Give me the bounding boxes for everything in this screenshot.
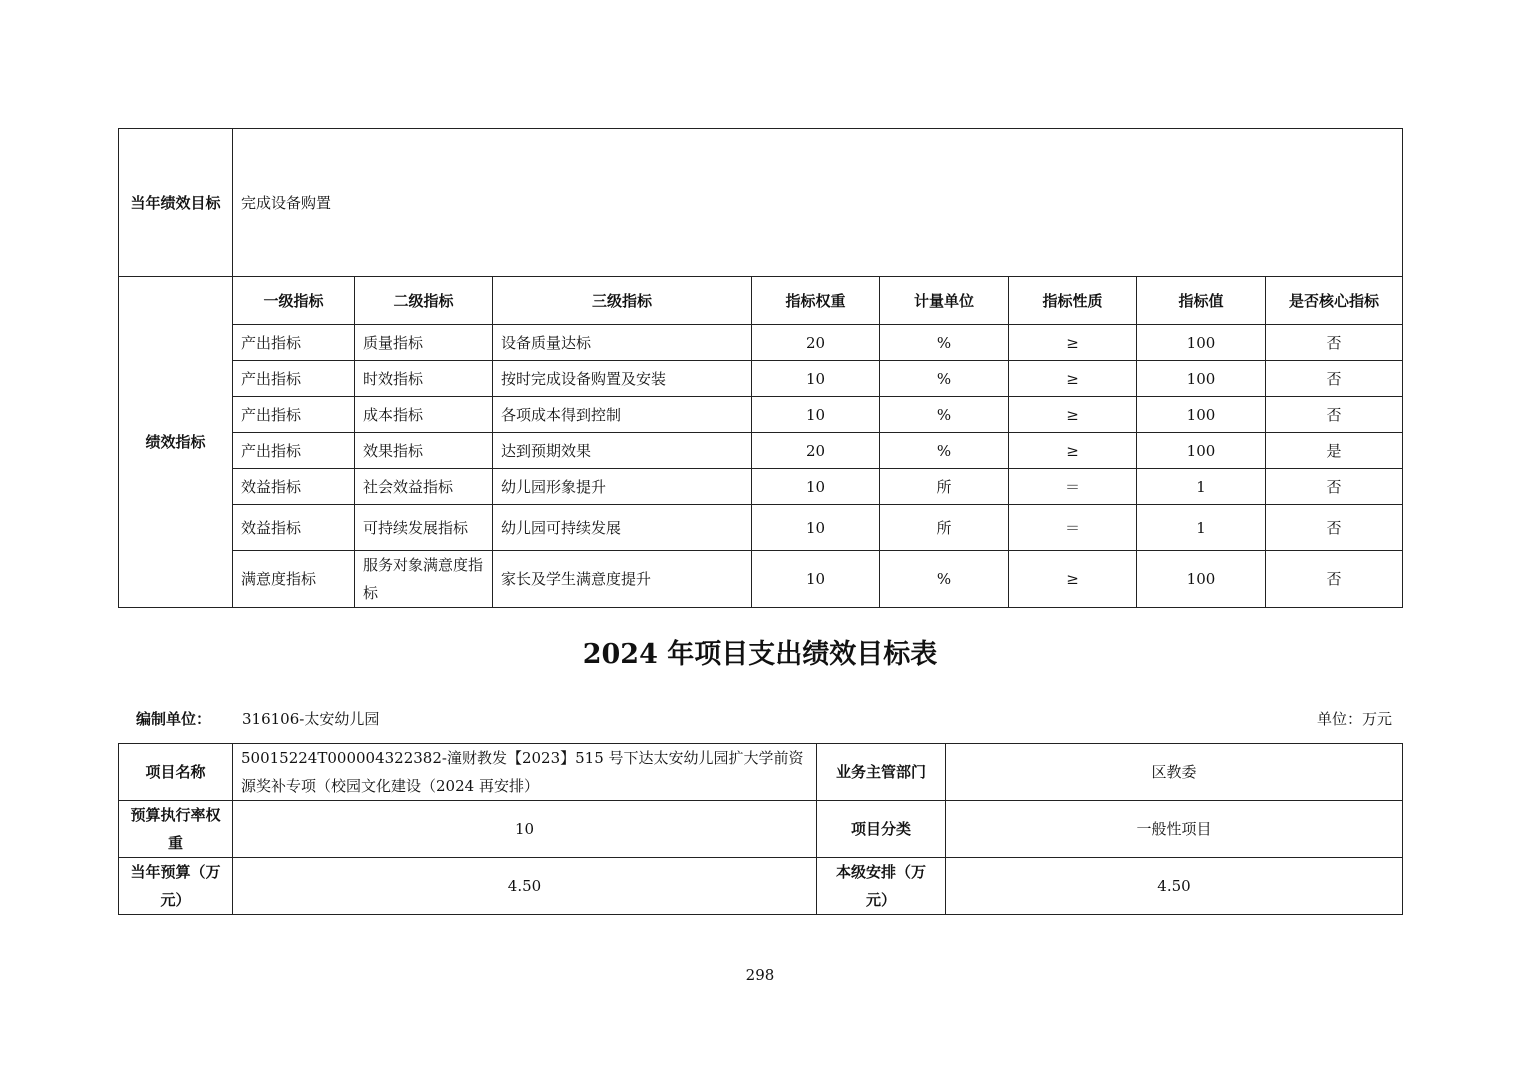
cell-nature: ≥ bbox=[1009, 397, 1137, 433]
cell-level2: 服务对象满意度指标 bbox=[355, 551, 493, 608]
table-row bbox=[119, 505, 1403, 551]
exec-rate-label: 预算执行率权重 bbox=[119, 801, 233, 858]
table-row bbox=[119, 397, 1403, 433]
budget-label: 当年预算（万元） bbox=[119, 858, 233, 915]
cell-unit: 所 bbox=[880, 469, 1009, 505]
cell-core: 否 bbox=[1266, 469, 1403, 505]
cell-weight: 10 bbox=[752, 397, 880, 433]
level-arrangement-value: 4.50 bbox=[946, 858, 1403, 915]
table-row bbox=[119, 551, 1403, 608]
annual-goal-text: 完成设备购置 bbox=[233, 129, 1403, 277]
cell-core: 否 bbox=[1266, 361, 1403, 397]
cell-unit: % bbox=[880, 397, 1009, 433]
project-name-label: 项目名称 bbox=[119, 744, 233, 801]
table-row bbox=[119, 325, 1403, 361]
cell-weight: 10 bbox=[752, 361, 880, 397]
cell-weight: 20 bbox=[752, 433, 880, 469]
compiling-unit-label: 编制单位： bbox=[136, 710, 212, 728]
exec-rate-value: 10 bbox=[233, 801, 817, 858]
cell-level3: 达到预期效果 bbox=[493, 433, 752, 469]
cell-core: 否 bbox=[1266, 551, 1403, 608]
cell-nature: ≥ bbox=[1009, 361, 1137, 397]
cell-level2: 可持续发展指标 bbox=[355, 505, 493, 551]
cell-weight: 10 bbox=[752, 551, 880, 608]
project-name-value: 50015224T000004322382-潼财教发【2023】515 号下达太安幼儿园扩大学前资源奖补专项（校园文化建设（2024 再安排） bbox=[233, 744, 817, 801]
cell-level2: 成本指标 bbox=[355, 397, 493, 433]
cell-nature: ≥ bbox=[1009, 433, 1137, 469]
cell-level2: 社会效益指标 bbox=[355, 469, 493, 505]
cell-value: 100 bbox=[1137, 551, 1266, 608]
cell-level1: 产出指标 bbox=[233, 325, 355, 361]
cell-weight: 10 bbox=[752, 469, 880, 505]
budget-row bbox=[119, 858, 1403, 915]
cell-level3: 幼儿园可持续发展 bbox=[493, 505, 752, 551]
cell-nature: ＝ bbox=[1009, 469, 1137, 505]
indicators-label: 绩效指标 bbox=[119, 277, 233, 608]
table-row bbox=[119, 361, 1403, 397]
cell-weight: 10 bbox=[752, 505, 880, 551]
cell-level1: 产出指标 bbox=[233, 397, 355, 433]
cell-unit: % bbox=[880, 361, 1009, 397]
level-arrangement-label: 本级安排（万元） bbox=[817, 858, 946, 915]
cell-value: 1 bbox=[1137, 505, 1266, 551]
cell-level3: 各项成本得到控制 bbox=[493, 397, 752, 433]
header-level2: 二级指标 bbox=[355, 277, 493, 325]
table-row bbox=[119, 469, 1403, 505]
cell-level2: 效果指标 bbox=[355, 433, 493, 469]
cell-core: 是 bbox=[1266, 433, 1403, 469]
cell-nature: ＝ bbox=[1009, 505, 1137, 551]
cell-unit: % bbox=[880, 433, 1009, 469]
dept-label: 业务主管部门 bbox=[817, 744, 946, 801]
category-value: 一般性项目 bbox=[946, 801, 1403, 858]
project-name-row bbox=[119, 744, 1403, 801]
table-row bbox=[119, 433, 1403, 469]
category-label: 项目分类 bbox=[817, 801, 946, 858]
header-unit: 计量单位 bbox=[880, 277, 1009, 325]
header-nature: 指标性质 bbox=[1009, 277, 1137, 325]
cell-core: 否 bbox=[1266, 397, 1403, 433]
annual-goal-row bbox=[119, 129, 1403, 277]
performance-table bbox=[118, 128, 1403, 608]
header-weight: 指标权重 bbox=[752, 277, 880, 325]
header-level1: 一级指标 bbox=[233, 277, 355, 325]
cell-unit: % bbox=[880, 325, 1009, 361]
header-value: 指标值 bbox=[1137, 277, 1266, 325]
cell-value: 1 bbox=[1137, 469, 1266, 505]
page-title: 2024 年项目支出绩效目标表 bbox=[582, 639, 938, 670]
header-level3: 三级指标 bbox=[493, 277, 752, 325]
cell-weight: 20 bbox=[752, 325, 880, 361]
cell-level1: 满意度指标 bbox=[233, 551, 355, 608]
cell-core: 否 bbox=[1266, 505, 1403, 551]
cell-level1: 效益指标 bbox=[233, 505, 355, 551]
header-core: 是否核心指标 bbox=[1266, 277, 1403, 325]
cell-level3: 设备质量达标 bbox=[493, 325, 752, 361]
cell-value: 100 bbox=[1137, 325, 1266, 361]
cell-value: 100 bbox=[1137, 361, 1266, 397]
page-number: 298 bbox=[745, 966, 775, 984]
currency-unit: 单位：万元 bbox=[1316, 710, 1392, 728]
cell-level1: 效益指标 bbox=[233, 469, 355, 505]
cell-level1: 产出指标 bbox=[233, 433, 355, 469]
cell-unit: % bbox=[880, 551, 1009, 608]
dept-value: 区教委 bbox=[946, 744, 1403, 801]
indicator-header-row bbox=[119, 277, 1403, 325]
cell-level3: 按时完成设备购置及安装 bbox=[493, 361, 752, 397]
cell-nature: ≥ bbox=[1009, 551, 1137, 608]
cell-value: 100 bbox=[1137, 397, 1266, 433]
cell-unit: 所 bbox=[880, 505, 1009, 551]
exec-rate-row bbox=[119, 801, 1403, 858]
compiling-unit-value: 316106-太安幼儿园 bbox=[242, 710, 380, 728]
project-info-table bbox=[118, 743, 1403, 915]
cell-level2: 时效指标 bbox=[355, 361, 493, 397]
annual-goal-label: 当年绩效目标 bbox=[119, 129, 233, 277]
cell-nature: ≥ bbox=[1009, 325, 1137, 361]
cell-level3: 幼儿园形象提升 bbox=[493, 469, 752, 505]
cell-level2: 质量指标 bbox=[355, 325, 493, 361]
cell-level3: 家长及学生满意度提升 bbox=[493, 551, 752, 608]
budget-value: 4.50 bbox=[233, 858, 817, 915]
cell-core: 否 bbox=[1266, 325, 1403, 361]
cell-level1: 产出指标 bbox=[233, 361, 355, 397]
cell-value: 100 bbox=[1137, 433, 1266, 469]
